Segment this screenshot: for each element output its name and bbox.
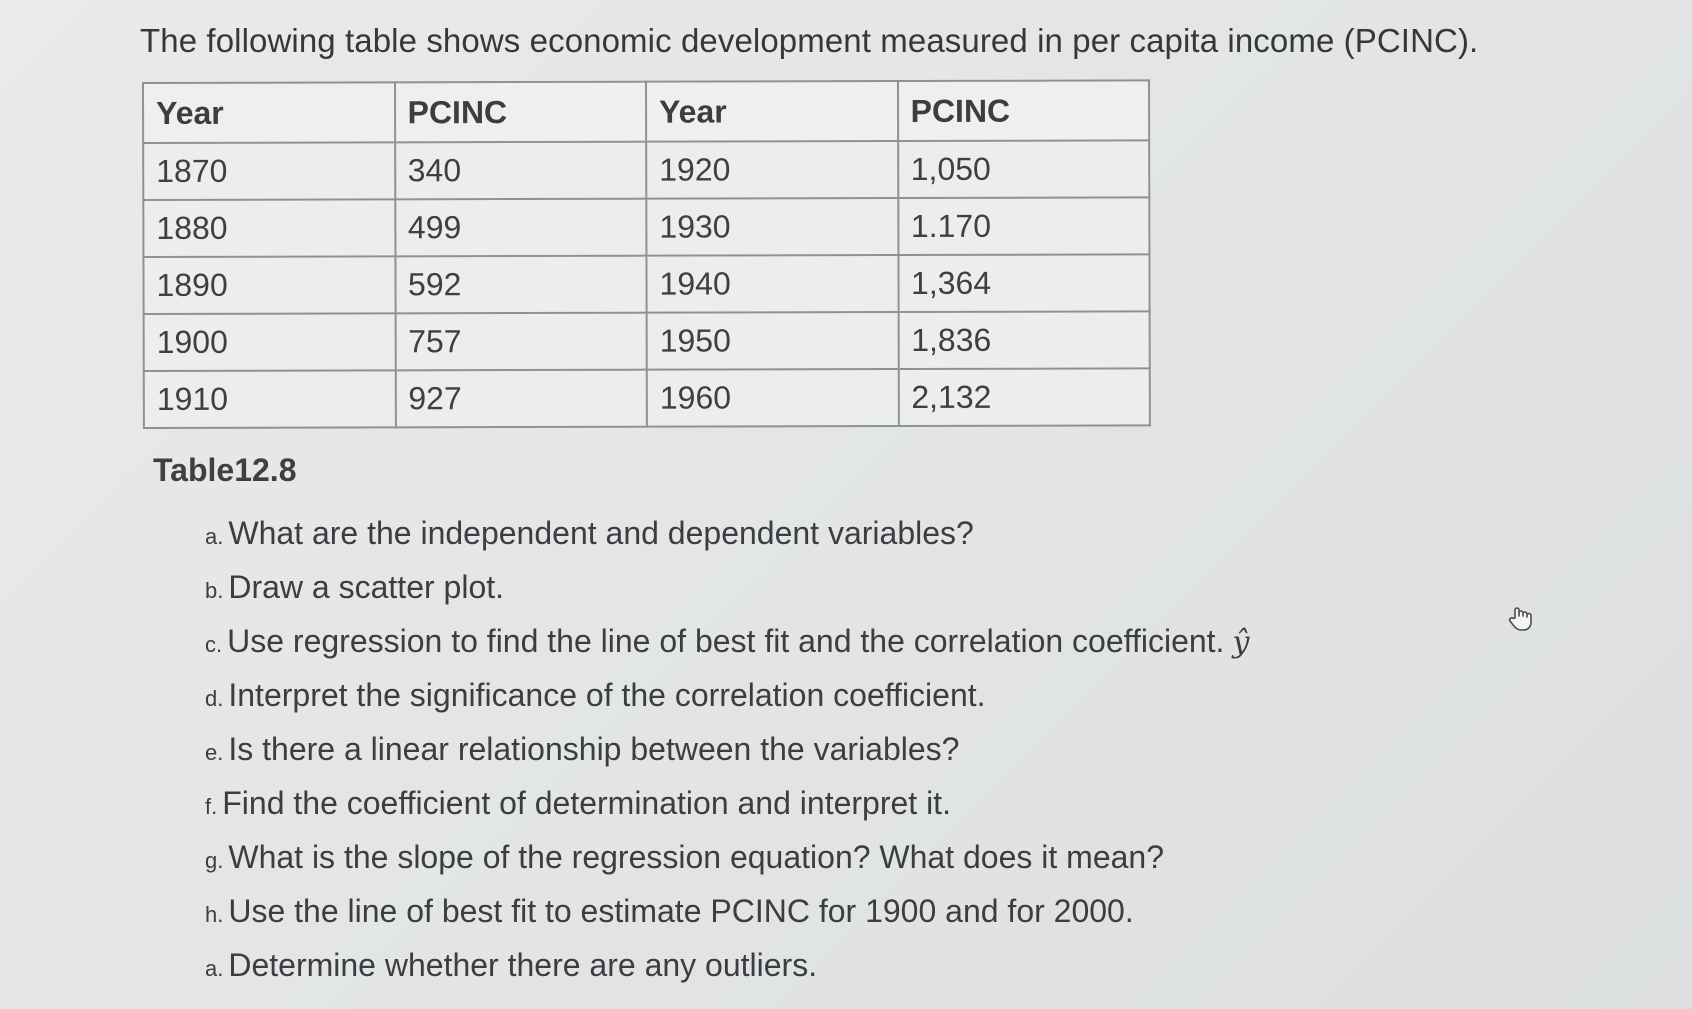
question-item <box>205 614 1249 668</box>
table-row <box>144 311 1150 371</box>
table-cell: 2,132 <box>898 368 1150 426</box>
table-cell: 1,836 <box>898 311 1150 369</box>
question-item <box>205 506 1249 560</box>
question-marker: a. <box>205 524 224 549</box>
question-text: Determine whether there are any outliers. <box>228 947 818 983</box>
header-pcinc-2: PCINC <box>898 80 1150 141</box>
question-item <box>205 560 1249 614</box>
question-list <box>205 506 1249 992</box>
question-marker: f. <box>205 794 218 819</box>
table-cell: 1890 <box>143 256 395 314</box>
table-row <box>143 254 1149 314</box>
question-marker: g. <box>205 848 224 873</box>
table-cell: 1870 <box>143 142 395 200</box>
table-row <box>144 368 1150 428</box>
question-text: What is the slope of the regression equation? What does it mean? <box>228 839 1165 875</box>
question-marker: d. <box>205 686 224 711</box>
table-cell: 757 <box>395 313 647 371</box>
question-text: Is there a linear relationship between the variables? <box>228 731 960 767</box>
question-text: Interpret the significance of the correlation coefficient. <box>228 677 986 713</box>
table-cell: 1920 <box>646 141 898 199</box>
table-row <box>143 197 1149 257</box>
question-marker: e. <box>205 740 224 765</box>
question-item <box>205 722 1249 776</box>
table-cell: 1,364 <box>898 254 1150 312</box>
table-cell: 1,050 <box>898 140 1150 198</box>
table-cell: 340 <box>395 142 647 200</box>
question-text: Use regression to find the line of best fit and the correlation coefficient. <box>227 623 1225 659</box>
question-marker: a. <box>205 956 224 981</box>
table-cell: 1880 <box>143 199 395 257</box>
intro-text: The following table shows economic development measured in per capita income (PCINC). <box>140 22 1479 59</box>
question-item <box>205 668 1249 722</box>
question-text: Draw a scatter plot. <box>228 569 505 605</box>
header-year-1: Year <box>143 82 395 143</box>
header-year-2: Year <box>646 81 898 142</box>
table-cell: 1900 <box>144 313 396 371</box>
question-text: What are the independent and dependent variables? <box>228 515 974 551</box>
table-cell: 499 <box>395 199 647 257</box>
hand-pointer-icon <box>1506 603 1536 633</box>
table-header-row <box>143 80 1149 143</box>
table-cell: 1940 <box>646 255 898 313</box>
header-pcinc-1: PCINC <box>395 82 647 143</box>
question-marker: c. <box>205 632 223 657</box>
pcinc-table <box>142 79 1151 429</box>
table-cell: 1960 <box>647 369 899 427</box>
question-item <box>205 938 1249 992</box>
question-item <box>205 830 1249 884</box>
table-cell: 1950 <box>647 312 899 370</box>
question-item <box>205 884 1249 938</box>
table-row <box>143 140 1149 200</box>
question-marker: b. <box>205 578 224 603</box>
table-cell: 927 <box>395 370 647 428</box>
table-cell: 1.170 <box>898 197 1150 255</box>
table-caption: Table12.8 <box>153 452 297 488</box>
question-text: Find the coefficient of determination and interpret it. <box>222 785 951 821</box>
table-cell: 1910 <box>144 370 396 428</box>
question-item <box>205 776 1249 830</box>
table-cell: 1930 <box>646 198 898 256</box>
table-cell: 592 <box>395 256 647 314</box>
question-text: Use the line of best fit to estimate PCINC for 1900 and for 2000. <box>228 893 1134 929</box>
y-hat-symbol: ŷ <box>1232 625 1250 660</box>
question-marker: h. <box>205 902 224 927</box>
